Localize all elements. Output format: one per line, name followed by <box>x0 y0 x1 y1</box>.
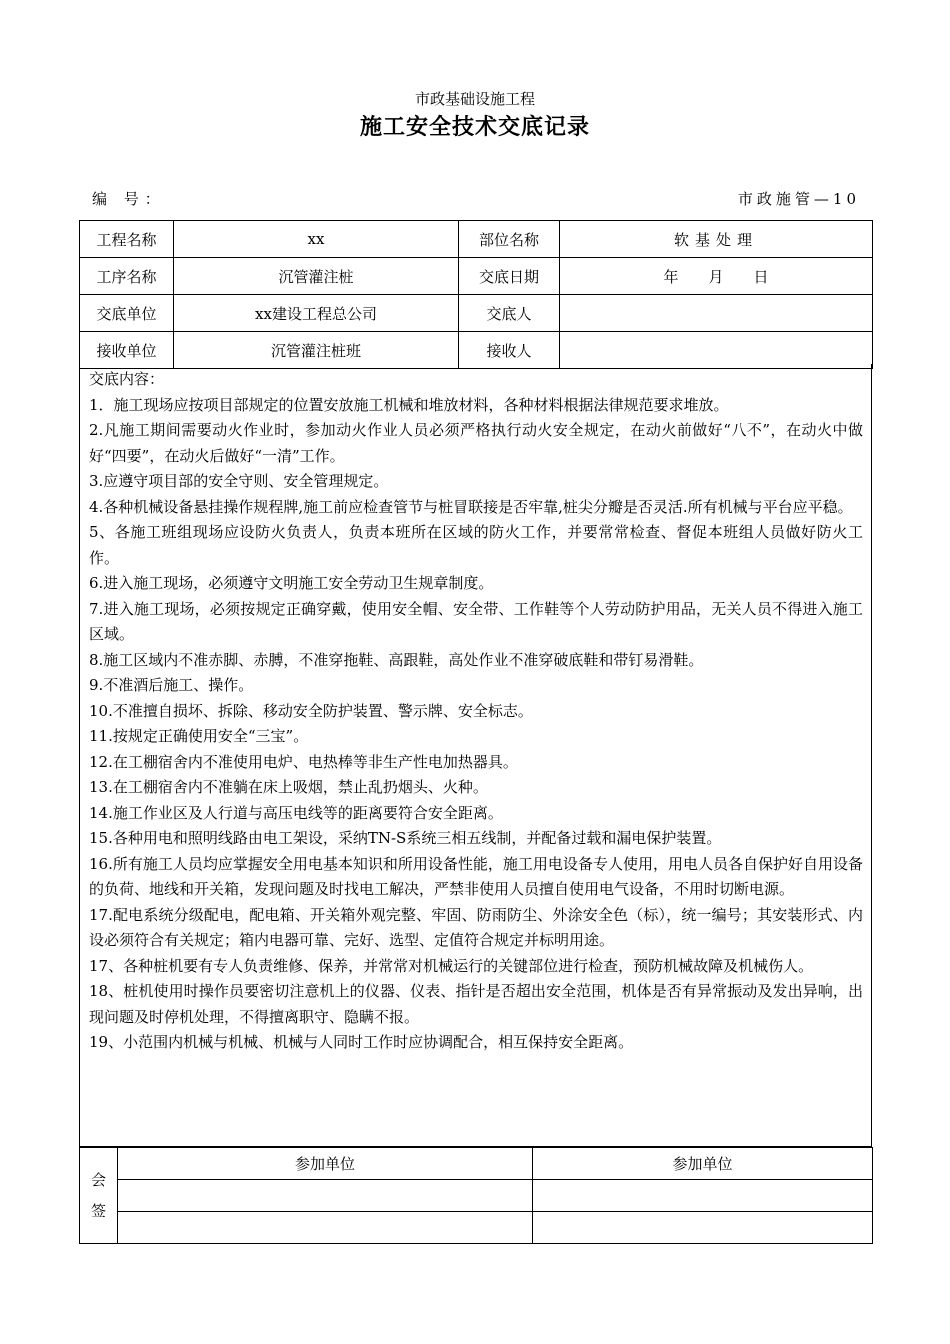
content-item: 1．施工现场应按项目部规定的位置安放施工机械和堆放材料，各种材料根据法律规范要求堆放。 <box>89 395 729 414</box>
date-label: 交底日期 <box>459 258 560 295</box>
signoff-table <box>79 1147 873 1244</box>
content-item: 9.不准酒后施工、操作。 <box>89 676 254 694</box>
content-item: 13.在工棚宿舍内不准躺在床上吸烟，禁止乱扔烟头、火种。 <box>89 778 488 796</box>
participating-unit-header: 参加单位 <box>533 1148 873 1180</box>
document-title: 施工安全技术交底记录 <box>359 114 590 140</box>
signoff-cell <box>118 1212 533 1244</box>
content-item: 17、各种桩机要有专人负责维修、保养，并常常对机械运行的关键部位进行检查，预防机械故障及机械伤人。 <box>89 956 814 975</box>
receiver-value <box>560 332 873 369</box>
content-item: 18、桩机使用时操作员要密切注意机上的仪器、仪表、指针是否超出安全范围，机体是否有异常振动及发出异响，出现问题及时停机处理，不得擅离职守、隐瞒不报。 <box>89 982 863 1026</box>
part-name-label: 部位名称 <box>459 221 560 258</box>
content-item: 8.施工区域内不准赤脚、赤膊，不准穿拖鞋、高跟鞋，高处作业不准穿破底鞋和带钉易滑鞋。 <box>89 650 704 669</box>
signoff-cell <box>118 1180 533 1212</box>
date-day: 日 <box>753 267 769 286</box>
content-item: 15.各种用电和照明线路由电工架设，采纳TN-S系统三相五线制，并配备过载和漏电保护装置。 <box>89 829 722 847</box>
content-item: 10.不准擅自损坏、拆除、移动安全防护装置、警示牌、安全标志。 <box>89 701 533 720</box>
content-item: 6.进入施工现场，必须遵守文明施工安全劳动卫生规章制度。 <box>89 574 494 592</box>
process-name-value: 沉管灌注桩 <box>174 258 459 295</box>
content-item: 12.在工棚宿舍内不准使用电炉、电热棒等非生产性电加热器具。 <box>89 752 518 771</box>
participating-unit-header: 参加单位 <box>118 1148 533 1180</box>
content-item: 4.各种机械设备悬挂操作规程牌,施工前应检查管节与桩冒联接是否牢靠,桩尖分瓣是否灵活.所有机械与平台应平稳。 <box>89 497 853 516</box>
briefing-content <box>79 364 872 1147</box>
date-month: 月 <box>708 267 724 286</box>
signoff-label-char: 签 <box>90 1201 106 1220</box>
table-row <box>80 332 873 369</box>
date-year: 年 <box>663 267 679 286</box>
content-item: 19、小范围内机械与机械、机械与人同时工作时应协调配合，相互保持安全距离。 <box>89 1033 634 1051</box>
table-row <box>80 258 873 295</box>
table-row <box>80 1148 873 1180</box>
issuer-value <box>560 295 873 332</box>
signoff-label <box>80 1148 118 1244</box>
document-subtitle: 市政基础设施工程 <box>414 90 535 108</box>
content-item: 2.凡施工期间需要动火作业时，参加动火作业人员必须严格执行动火安全规定，在动火前做好“八不”，在动火中做好“四要”，在动火后做好“一清”工作。 <box>89 421 863 465</box>
form-code: 市政施管—10 <box>737 190 860 208</box>
project-name-value: xx <box>174 221 459 258</box>
signoff-label-char: 会 <box>90 1170 106 1189</box>
table-row <box>80 1212 873 1244</box>
table-row <box>80 1180 873 1212</box>
content-heading: 交底内容： <box>89 370 165 388</box>
process-name-label: 工序名称 <box>80 258 174 295</box>
content-item: 17.配电系统分级配电，配电箱、开关箱外观完整、牢固、防雨防尘、外涂安全色（标），统一编号；其安装形式、内设必须符合有关规定；箱内电器可靠、完好、选型、定值符合规定并标明用途。 <box>89 905 863 949</box>
content-item: 7.进入施工现场，必须按规定正确穿戴，使用安全帽、安全带、工作鞋等个人劳动防护用品，无关人员不得进入施工区域。 <box>89 599 863 643</box>
content-item: 11.按规定正确使用安全“三宝”。 <box>89 727 309 745</box>
content-item: 16.所有施工人员均应掌握安全用电基本知识和所用设备性能，施工用电设备专人使用，用电人员各自保护好自用设备的负荷、地线和开关箱，发现问题及时找电工解决，严禁非使用人员擅自使用电气设备，不用时切断电源。 <box>89 854 863 898</box>
signoff-cell <box>533 1212 873 1244</box>
signoff-cell <box>533 1180 873 1212</box>
table-row <box>80 221 873 258</box>
date-value <box>560 258 873 295</box>
receiving-unit-label: 接收单位 <box>80 332 174 369</box>
number-label: 编 号： <box>92 190 166 208</box>
part-name-value: 软基处理 <box>560 221 873 258</box>
project-name-label: 工程名称 <box>80 221 174 258</box>
content-item: 5、各施工班组现场应设防火负责人，负责本班所在区域的防火工作，并要常常检查、督促本班组人员做好防火工作。 <box>89 523 863 567</box>
content-item: 14.施工作业区及人行道与高压电线等的距离要符合安全距离。 <box>89 803 503 822</box>
content-item: 3.应遵守项目部的安全守则、安全管理规定。 <box>89 472 389 490</box>
receiver-label: 接收人 <box>459 332 560 369</box>
issuing-unit-value: xx建设工程总公司 <box>174 295 459 332</box>
info-table <box>79 220 873 369</box>
issuer-label: 交底人 <box>459 295 560 332</box>
issuing-unit-label: 交底单位 <box>80 295 174 332</box>
receiving-unit-value: 沉管灌注桩班 <box>174 332 459 369</box>
table-row <box>80 295 873 332</box>
